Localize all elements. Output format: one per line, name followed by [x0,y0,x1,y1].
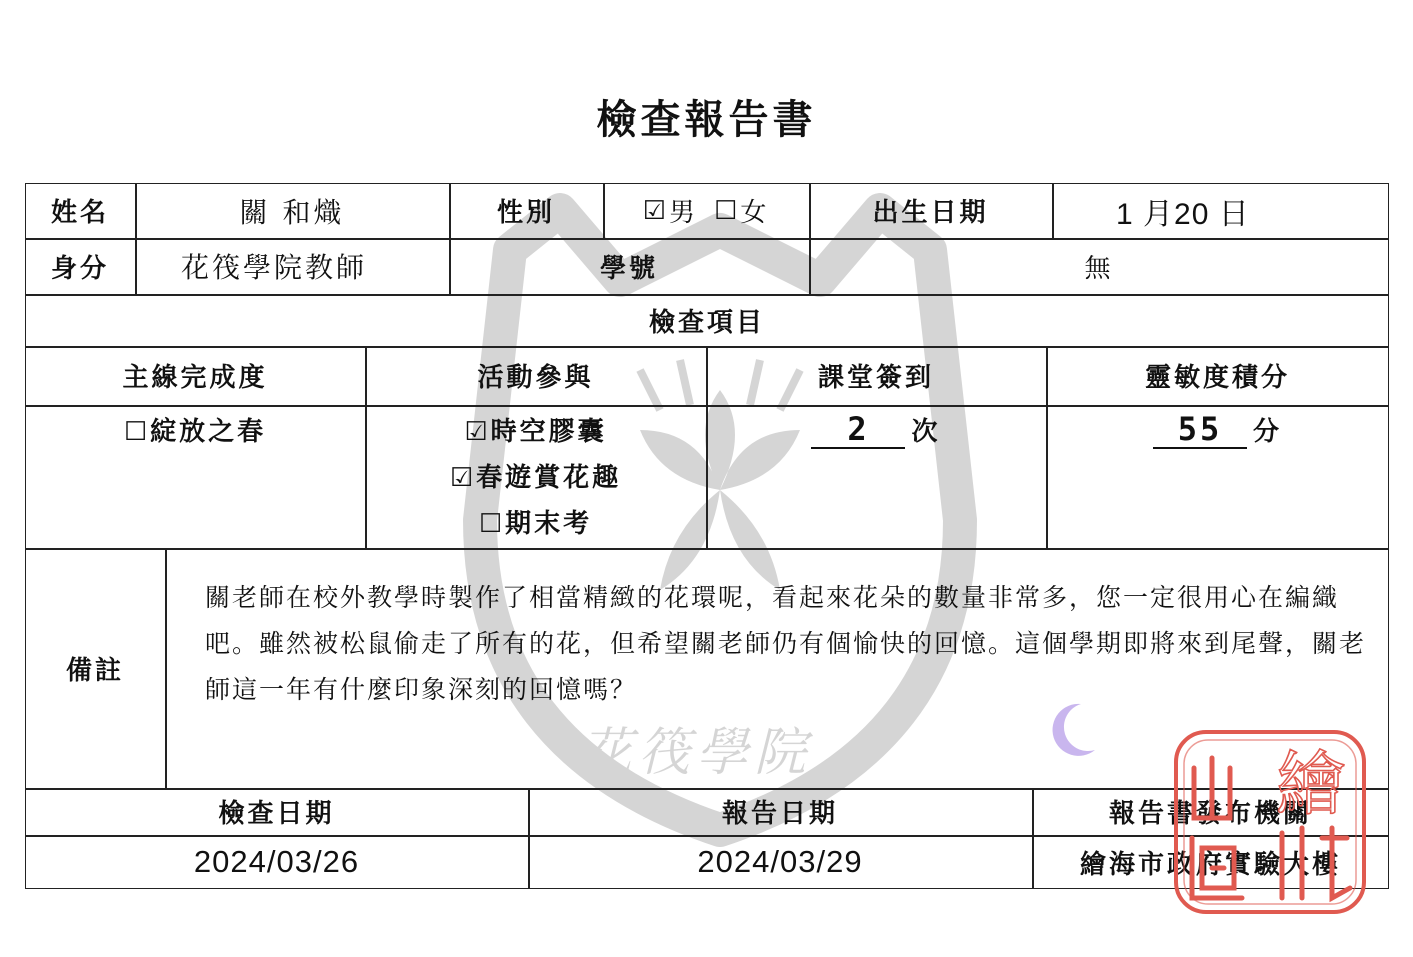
attendance-cell [706,405,1046,548]
col-activities: 活動參與 [477,363,594,393]
document-title: 檢查報告書 [596,96,817,143]
moon-icon [1043,700,1099,760]
birth-value: 1 月20 日 [1116,197,1250,231]
row-divider [25,548,1389,550]
col-mainline: 主線完成度 [122,363,268,393]
attendance-unit: 次 [911,417,941,447]
list-item [464,409,606,455]
items-header: 檢查項目 [648,307,765,338]
activity-checkbox[interactable]: ☑ [449,463,477,493]
issuer-label: 報告書發布機關 [1108,799,1312,829]
list-item [479,501,592,547]
student-no-label: 學號 [599,253,658,284]
remarks-text: 關老師在校外教學時製作了相當精緻的花環呢，看起來花朵的數量非常多，您一定很用心在編織吧。雖然被松鼠偷走了所有的花，但希望關老師仍有個愉快的回憶。這個學期即將來到尾聲，關老師這一年有什麼印象深刻的回憶嗎？ [205,583,1367,704]
remarks-label: 備註 [65,655,124,686]
sensitivity-cell [1046,405,1389,548]
female-label: 女 [740,198,770,228]
activity-checkbox[interactable]: ☐ [478,509,506,539]
mainline-list [25,405,365,548]
name-value: 關 和熾 [239,195,345,229]
name-label: 姓名 [50,198,109,228]
male-checkbox[interactable]: ☑ [642,195,669,226]
activity-label: 期末考 [505,509,593,539]
gender-label: 性別 [496,198,555,228]
list-item [450,455,621,501]
activity-checkbox[interactable]: ☑ [464,417,491,447]
official-seal [1172,728,1368,916]
activity-label: 時空膠囊 [490,417,607,447]
sensitivity-value: 55 [1153,411,1247,449]
identity-value: 花筏學院教師 [181,251,368,284]
activities-list [365,405,706,548]
student-no-value: 無 [1084,253,1114,284]
col-attendance: 課堂簽到 [817,363,934,393]
mainline-checkbox[interactable]: ☐ [123,417,151,447]
seal-text: 繪 [1276,743,1346,825]
list-item [124,409,266,455]
col-sensitivity: 靈敏度積分 [1144,363,1290,393]
col-divider [165,548,167,788]
identity-label: 身分 [50,253,109,284]
watermark-text: 花筏學院 [580,723,813,783]
check-date-value: 2024/03/26 [193,844,360,879]
male-label: 男 [668,198,698,228]
sensitivity-unit: 分 [1252,417,1282,447]
attendance-value: 2 [811,411,905,449]
mainline-label: 綻放之春 [150,417,267,447]
gender-options [603,183,809,238]
report-date-value: 2024/03/29 [697,844,863,879]
birth-label: 出生日期 [872,198,989,228]
activity-label: 春遊賞花趣 [476,463,622,493]
female-checkbox[interactable]: ☐ [714,195,741,226]
check-date-label: 檢查日期 [218,799,335,829]
report-date-label: 報告日期 [721,799,838,829]
issuer-value: 繪海市政府實驗大樓 [1079,849,1341,880]
